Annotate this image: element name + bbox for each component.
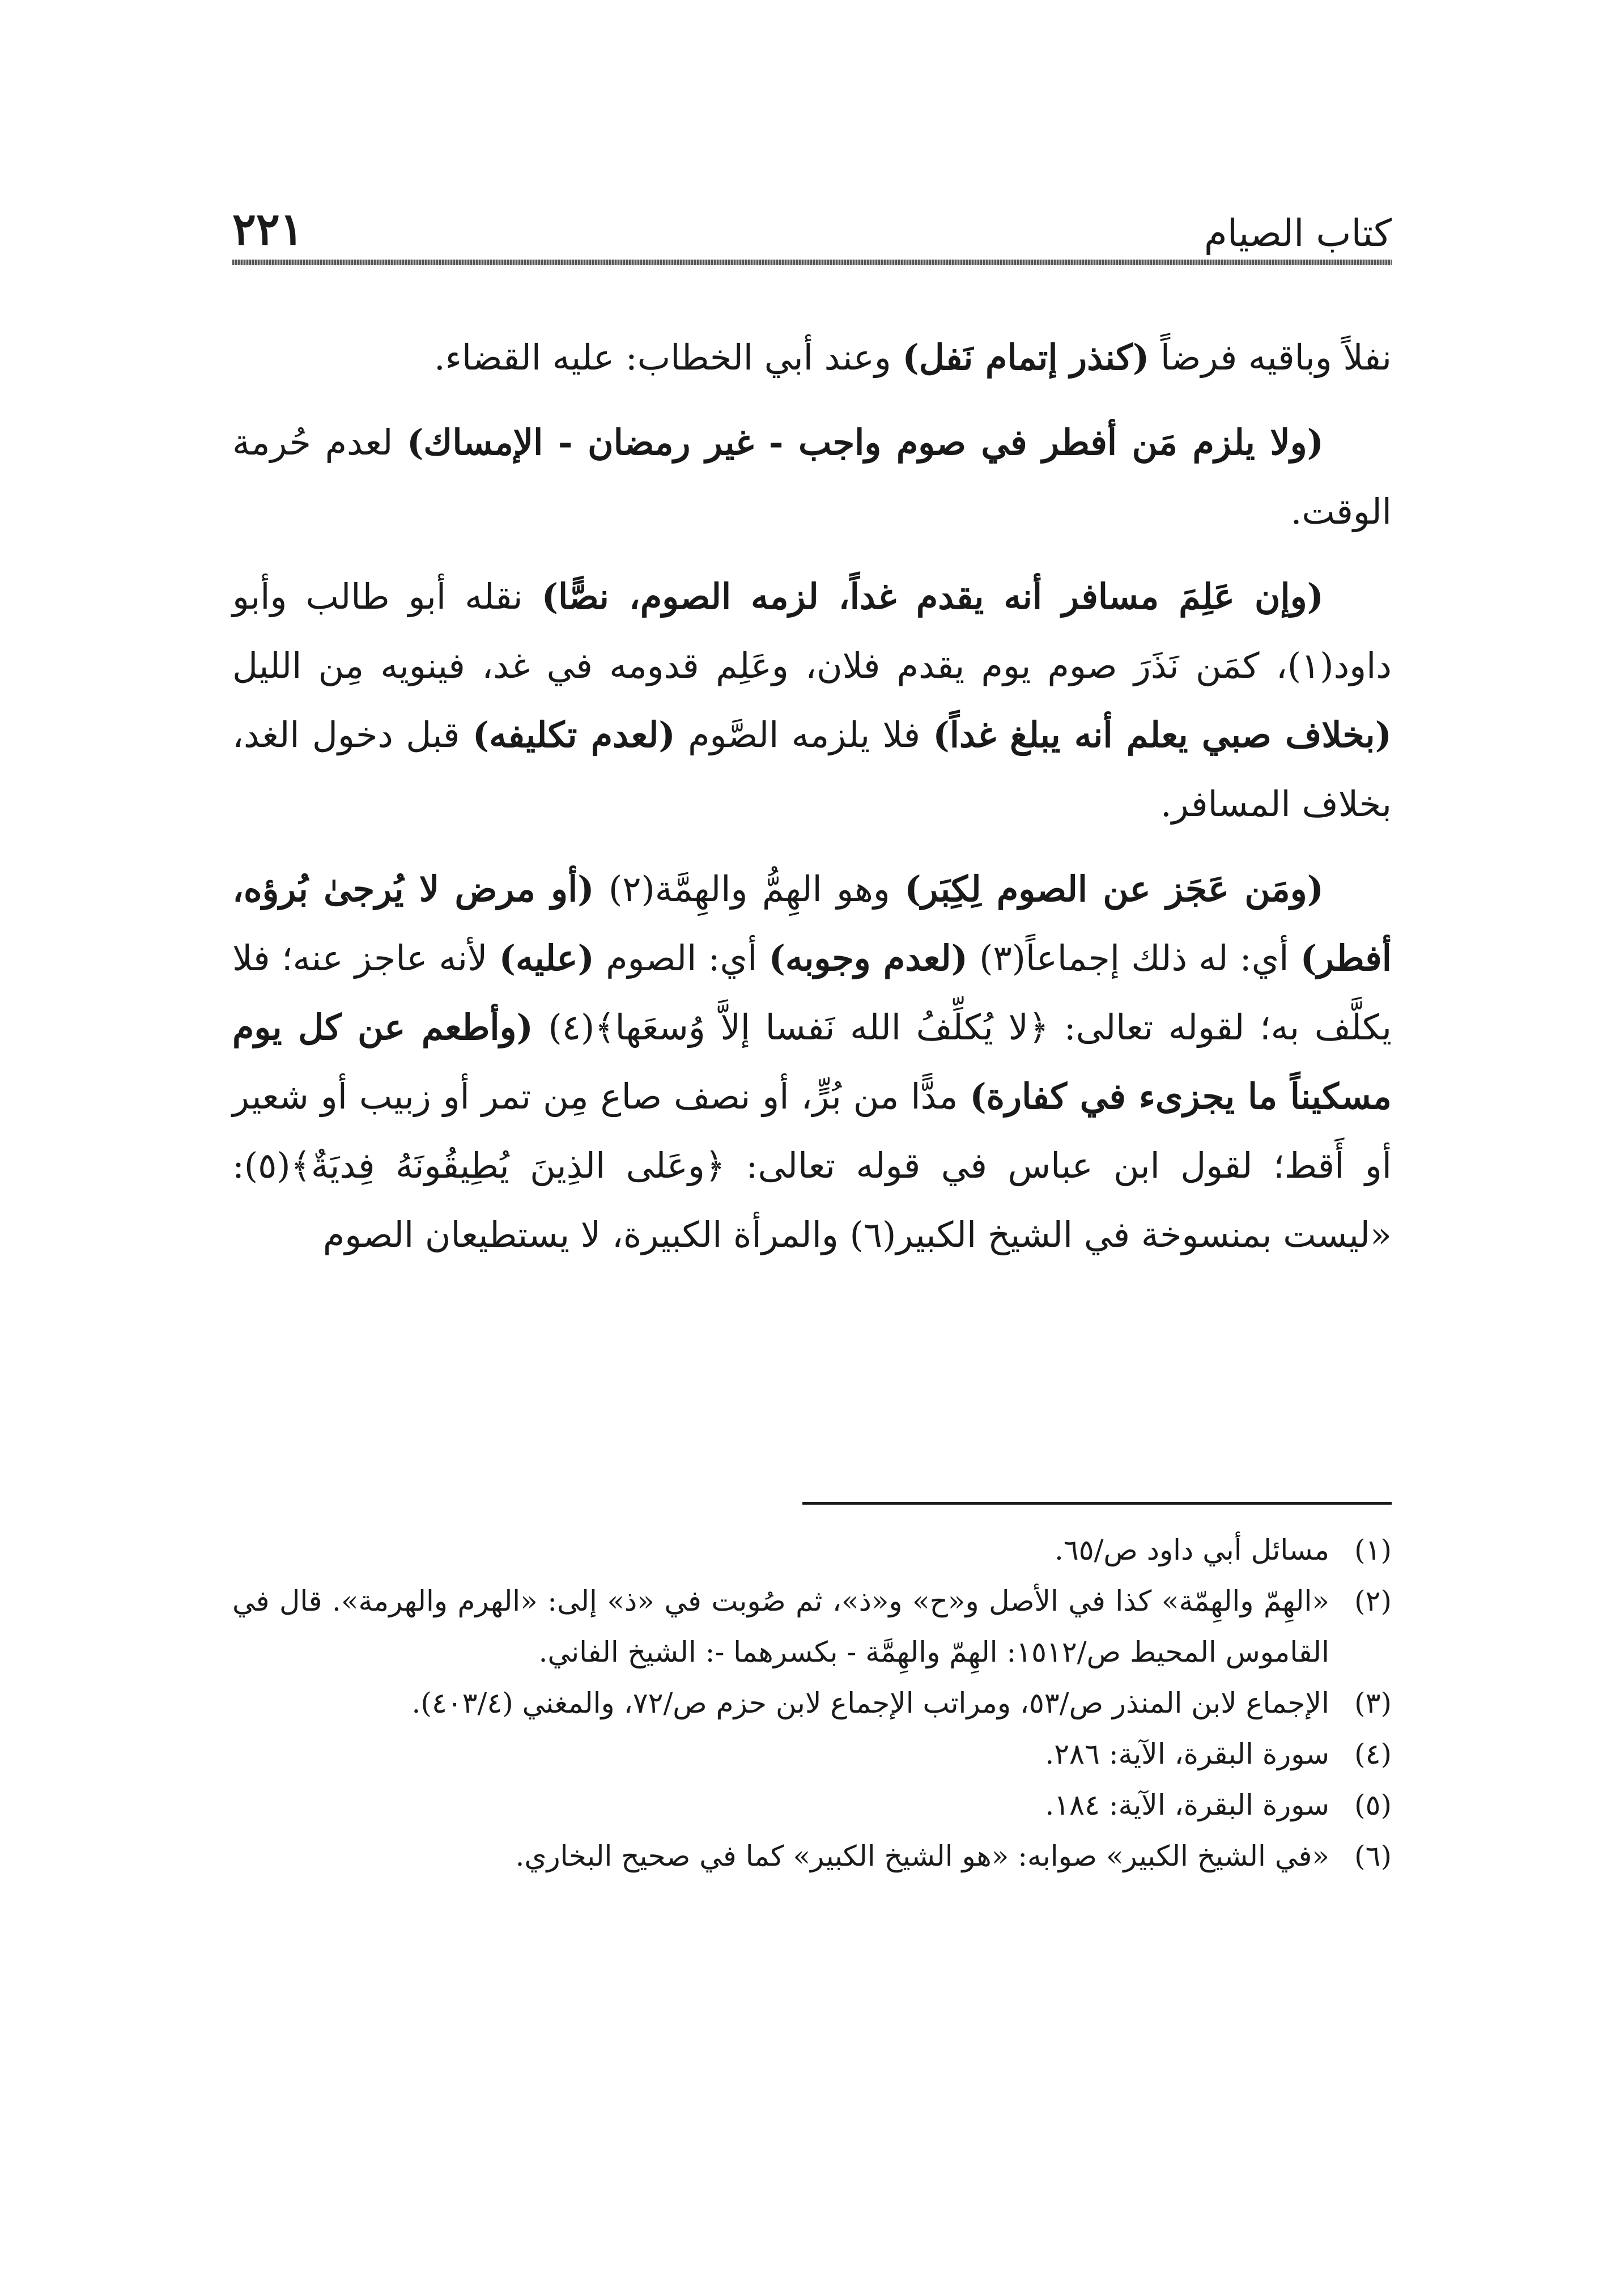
footnote-text: سورة البقرة، الآية: ١٨٤. xyxy=(1045,1789,1329,1821)
paragraph-text: أي: الصوم xyxy=(594,937,769,979)
bold-phrase: (بخلاف صبي يعلم أنه يبلغ غداً) xyxy=(933,714,1392,755)
bold-phrase: (ولا يلزم مَن أفطر في صوم واجب - غير رمضان - الإمساك) xyxy=(406,422,1324,463)
paragraph-text: لعدم حُرمة الوقت. xyxy=(232,422,1392,532)
paragraph-2 xyxy=(232,408,1392,546)
paragraph-text: نفلاً وباقيه فرضاً xyxy=(1149,337,1392,378)
footnote-text: الإجماع لابن المنذر ص/٥٣، ومراتب الإجماع لابن حزم ص/٧٢، والمغني (٤٠٣/٤). xyxy=(411,1687,1329,1719)
paragraph-text: نقله أبو طالب وأبو داود(١)، كمَن نَذَرَ صوم يوم يقدم فلان، وعَلِم قدومه في غد، فينويه مِن الليل xyxy=(232,576,1392,686)
page-number: ٢٢١ xyxy=(232,203,304,255)
bold-phrase: (عليه) xyxy=(499,937,594,979)
running-title: كتاب الصيام xyxy=(1204,211,1392,255)
footnote-text: سورة البقرة، الآية: ٢٨٦. xyxy=(1045,1738,1329,1770)
footnote-number: (٦) xyxy=(1354,1840,1392,1872)
footnote-number: (٤) xyxy=(1354,1738,1392,1770)
paragraph-1 xyxy=(232,323,1392,392)
footnote-item xyxy=(232,1678,1392,1729)
footnote-text: مسائل أبي داود ص/٦٥. xyxy=(1054,1534,1329,1566)
main-text xyxy=(232,323,1392,1285)
bold-phrase: (ومَن عَجَز عن الصوم لِكِبَر) xyxy=(904,868,1324,910)
page-header xyxy=(232,187,1392,255)
footnotes-section xyxy=(232,1525,1392,1882)
footnote-number: (٥) xyxy=(1354,1789,1392,1821)
footnote-number: (١) xyxy=(1354,1534,1392,1566)
bold-phrase: (لعدم وجوبه) xyxy=(768,937,968,979)
bold-phrase: (وإن عَلِمَ مسافر أنه يقدم غداً، لزمه الصوم، نصًّا) xyxy=(541,576,1324,617)
paragraph-text: أي: له ذلك إجماعاً(٣) xyxy=(967,937,1300,979)
bold-phrase: (كنذر إتمام نَفل) xyxy=(902,337,1150,378)
paragraph-text: وعند أبي الخطاب: عليه القضاء. xyxy=(433,337,903,378)
paragraph-text: وهو الهِمُّ والهِمَّة(٢) xyxy=(594,868,905,910)
paragraph-text: مدًّا من بُرٍّ، أو نصف صاع مِن تمر أو زبيب أو شعير أو أَقط؛ لقول ابن عباس في قوله تعالى: ﴿وعَلى الذِينَ يُطِيقُونَهُ فِديَةٌ﴾(٥): «ليست بمنسوخة في الشيخ الكبير(٦) والمرأة الكبيرة، لا يستطيعان الصوم xyxy=(232,1076,1392,1255)
footnote-number: (٣) xyxy=(1354,1687,1392,1719)
footnote-item xyxy=(232,1729,1392,1780)
paragraph-text: قبل دخول الغد، بخلاف المسافر. xyxy=(232,714,1392,825)
bold-phrase: (لعدم تكليفه) xyxy=(472,714,675,755)
footnote-item xyxy=(232,1831,1392,1882)
footnote-item xyxy=(232,1525,1392,1576)
paragraph-3 xyxy=(232,562,1392,839)
paragraph-4 xyxy=(232,855,1392,1269)
footnote-divider xyxy=(802,1502,1392,1505)
footnote-text: «في الشيخ الكبير» صوابه: «هو الشيخ الكبير» كما في صحيح البخاري. xyxy=(515,1840,1329,1872)
footnote-item xyxy=(232,1576,1392,1678)
footnote-text: «الهِمّ والهِمّة» كذا في الأصل و«ح» و«ذ»، ثم صُوبت في «ذ» إلى: «الهرم والهرمة». قال في القاموس المحيط ص/١٥١٢: الهِمّ والهِمَّة - بكسرهما -: الشيخ الفاني. xyxy=(232,1585,1329,1668)
paragraph-text: لأنه عاجز عنه؛ فلا يكلَّف به؛ لقوله تعالى: ﴿لا يُكلِّفُ الله نَفسا إلاَّ وُسعَها﴾(٤) xyxy=(232,937,1392,1048)
footnote-item xyxy=(232,1780,1392,1831)
bold-phrase: (وأطعم عن كل يوم مسكيناً ما يجزىء في كفارة) xyxy=(232,1007,1392,1117)
header-divider xyxy=(232,260,1392,265)
bold-phrase: (أو مرض لا يُرجىٰ بُرؤه، أفطر) xyxy=(232,868,1392,979)
paragraph-text: فلا يلزمه الصَّوم xyxy=(675,714,933,755)
footnote-number: (٢) xyxy=(1354,1585,1392,1617)
